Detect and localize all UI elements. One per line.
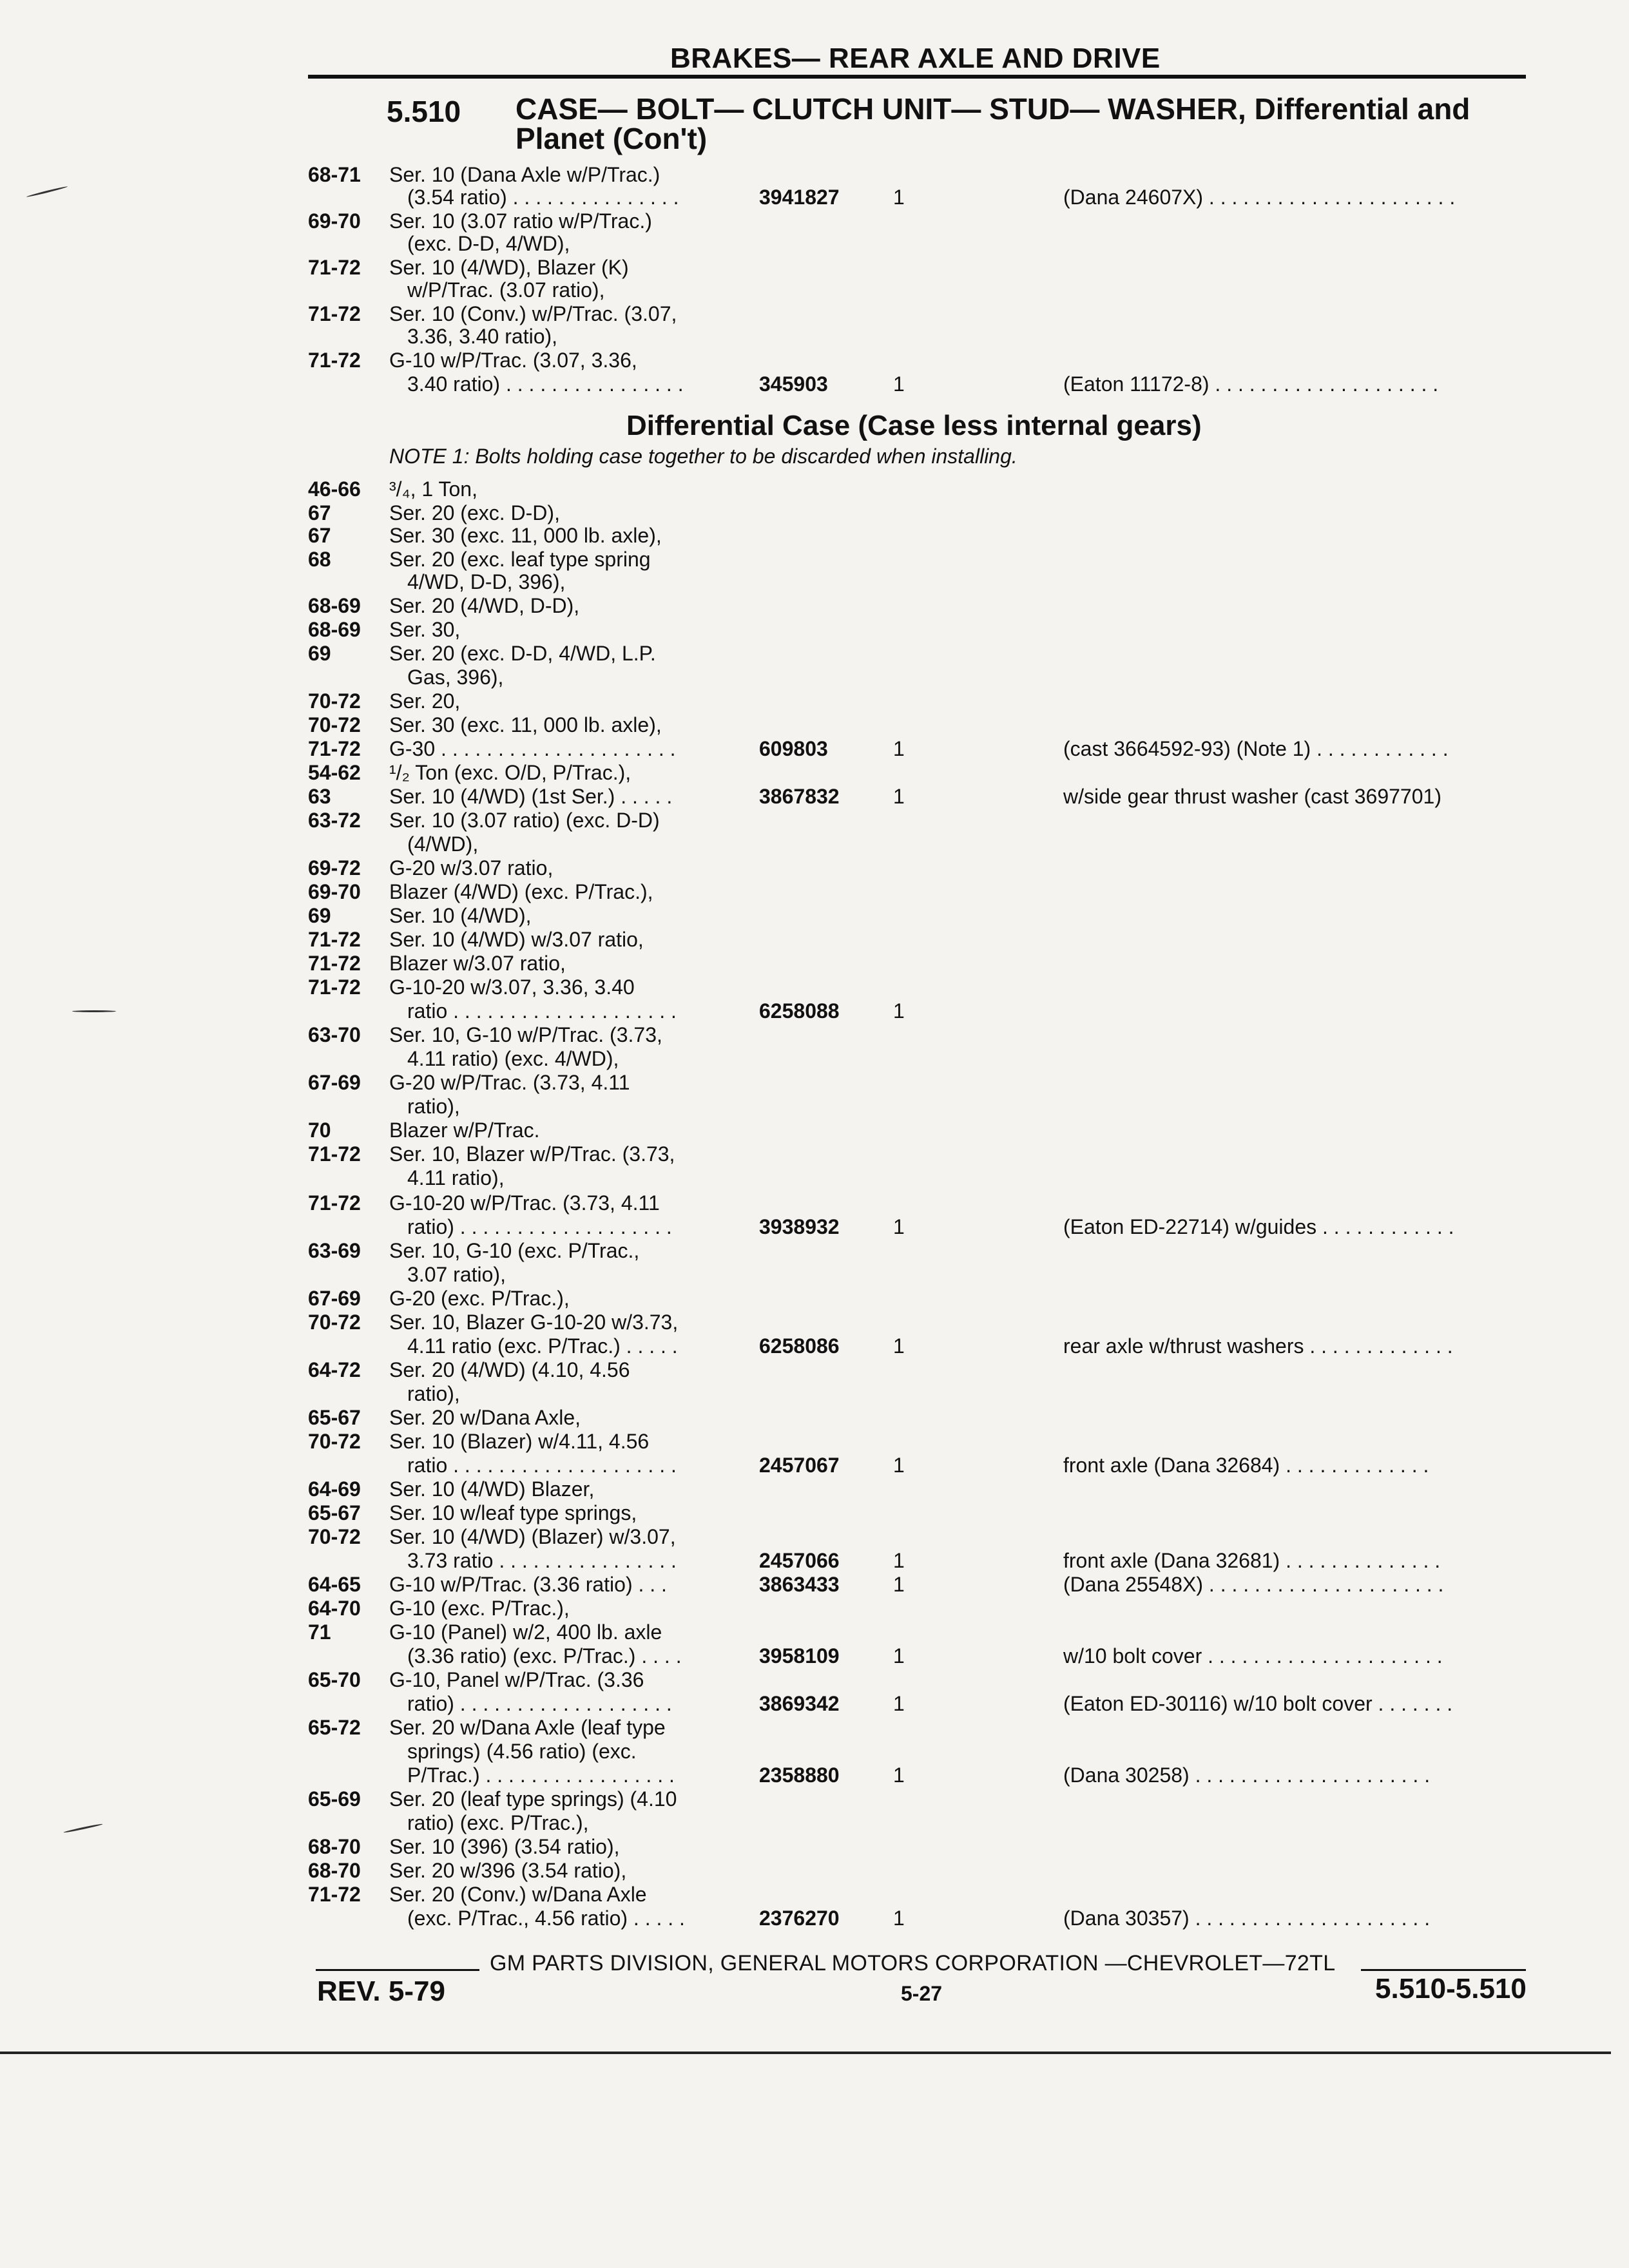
model-years: 67 [308, 501, 331, 524]
model-years: 68-70 [308, 1859, 361, 1882]
table-row [0, 1667, 1629, 1692]
application-description: Ser. 30 (exc. 11, 000 lb. axle), [389, 713, 662, 736]
application-description: (4/WD), [407, 832, 479, 856]
model-years: 63-72 [308, 809, 361, 832]
table-row [0, 1381, 1629, 1406]
part-number: 3938932 [759, 1215, 840, 1238]
table-row [0, 1429, 1629, 1454]
table-row [0, 879, 1629, 904]
model-years: 65-69 [308, 1787, 361, 1811]
application-description: Ser. 10, G-10 (exc. P/Trac., [389, 1239, 640, 1262]
application-description: Ser. 10, G-10 w/P/Trac. (3.73, [389, 1023, 662, 1046]
table-row [0, 1094, 1629, 1119]
application-description: Ser. 10 (4/WD) (Blazer) w/3.07, [389, 1525, 676, 1548]
model-years: 63 [308, 785, 331, 808]
table-row [0, 1023, 1629, 1047]
table-row [0, 1763, 1629, 1787]
application-description: Ser. 20 (4/WD, D-D), [389, 594, 580, 617]
application-description: (3.54 ratio) . . . . . . . . . . . . . . . [407, 186, 679, 209]
application-description: Ser. 10 (4/WD), [389, 904, 532, 927]
footer-rule-left [316, 1969, 479, 1971]
note-text: NOTE 1: Bolts holding case together to be discarded when installing. [389, 445, 1017, 468]
model-years: 67-69 [308, 1287, 361, 1310]
application-description: G-10 w/P/Trac. (3.36 ratio) . . . [389, 1573, 667, 1596]
application-description: 3.36, 3.40 ratio), [407, 325, 558, 348]
table-row [0, 760, 1629, 785]
part-number: 3869342 [759, 1692, 840, 1715]
part-number: 3941827 [759, 186, 840, 209]
application-description: G-20 w/3.07 ratio, [389, 856, 554, 879]
application-description: G-10 w/P/Trac. (3.07, 3.36, [389, 349, 637, 372]
model-years: 67-69 [308, 1071, 361, 1094]
table-row [0, 162, 1629, 187]
model-years: 69-70 [308, 880, 361, 903]
model-years: 63-70 [308, 1023, 361, 1046]
application-description: Ser. 20 w/Dana Axle (leaf type [389, 1716, 666, 1739]
application-description: 3.07 ratio), [407, 1263, 506, 1286]
margin-mark [72, 1010, 116, 1012]
table-row [0, 1215, 1629, 1239]
model-years: 68-71 [308, 163, 361, 186]
table-row [0, 1572, 1629, 1597]
table-row [0, 1191, 1629, 1215]
page-number: 5-27 [901, 1982, 943, 2005]
application-description: Ser. 20 (exc. D-D), [389, 501, 560, 524]
remark: (Dana 30258) . . . . . . . . . . . . . . . . . . . . . [1063, 1763, 1431, 1787]
sub-heading: Differential Case (Case less internal gears) [626, 410, 1202, 441]
table-row [0, 1906, 1629, 1930]
table-row [0, 1787, 1629, 1811]
application-description: G-10 (exc. P/Trac.), [389, 1597, 570, 1620]
part-number: 3958109 [759, 1644, 840, 1667]
application-description: G-10-20 w/P/Trac. (3.73, 4.11 [389, 1191, 660, 1215]
application-description: springs) (4.56 ratio) (exc. [407, 1740, 637, 1763]
application-description: ratio) . . . . . . . . . . . . . . . . . . . [407, 1692, 672, 1715]
model-years: 70-72 [308, 1525, 361, 1548]
table-row [0, 1046, 1629, 1071]
application-description: Ser. 10 (4/WD), Blazer (K) [389, 256, 629, 279]
table-row [0, 1620, 1629, 1644]
application-description: G-10 (Panel) w/2, 400 lb. axle [389, 1620, 662, 1644]
table-row [0, 1691, 1629, 1716]
table-row [0, 1118, 1629, 1142]
model-years: 71-72 [308, 302, 361, 325]
table-row [0, 856, 1629, 880]
section-range: 5.510-5.510 [1375, 1973, 1527, 2004]
model-years: 71-72 [308, 349, 361, 372]
model-years: 71-72 [308, 256, 361, 279]
application-description: Ser. 20 (Conv.) w/Dana Axle [389, 1883, 647, 1906]
application-description: ratio), [407, 1095, 460, 1118]
table-row [0, 1070, 1629, 1095]
quantity: 1 [893, 1644, 905, 1667]
application-description: (exc. D-D, 4/WD), [407, 232, 570, 255]
model-years: 71-72 [308, 975, 361, 999]
application-description: Ser. 10 (4/WD) w/3.07 ratio, [389, 928, 644, 951]
quantity: 1 [893, 1334, 905, 1358]
model-years: 69-70 [308, 209, 361, 233]
table-row [0, 209, 1629, 233]
table-row [0, 784, 1629, 809]
table-row [0, 302, 1629, 326]
quantity: 1 [893, 186, 905, 209]
application-description: G-30 . . . . . . . . . . . . . . . . . . . . . [389, 737, 676, 760]
table-row [0, 1834, 1629, 1859]
table-row [0, 975, 1629, 999]
model-years: 68-69 [308, 618, 361, 641]
table-row [0, 1142, 1629, 1166]
application-description: Ser. 10, Blazer w/P/Trac. (3.73, [389, 1142, 675, 1166]
part-number: 2457067 [759, 1454, 840, 1477]
quantity: 1 [893, 1907, 905, 1930]
table-row [0, 999, 1629, 1023]
application-description: Blazer w/P/Trac. [389, 1119, 540, 1142]
section-title: CASE— BOLT— CLUTCH UNIT— STUD— WASHER, Differential and Planet (Con't) [516, 92, 1470, 155]
application-description: ratio) (exc. P/Trac.), [407, 1811, 589, 1834]
remark: w/side gear thrust washer (cast 3697701) [1063, 785, 1441, 808]
remark: (Dana 25548X) . . . . . . . . . . . . . . . . . . . . . [1063, 1573, 1444, 1596]
application-description: 4/WD, D-D, 396), [407, 570, 566, 593]
table-row [0, 832, 1629, 856]
part-number: 2376270 [759, 1907, 840, 1930]
model-years: 67 [308, 524, 331, 547]
table-row [0, 255, 1629, 280]
model-years: 70-72 [308, 689, 361, 713]
quantity: 1 [893, 1763, 905, 1787]
model-years: 70-72 [308, 713, 361, 736]
application-description: Ser. 10 (3.07 ratio w/P/Trac.) [389, 209, 652, 233]
model-years: 69-72 [308, 856, 361, 879]
application-description: Ser. 10 (Blazer) w/4.11, 4.56 [389, 1430, 650, 1453]
model-years: 68 [308, 548, 331, 571]
table-row [0, 501, 1629, 525]
table-row [0, 593, 1629, 618]
quantity: 1 [893, 1549, 905, 1572]
table-row [0, 1548, 1629, 1573]
application-description: Ser. 10 (4/WD) (1st Ser.) . . . . . [389, 785, 673, 808]
table-row [0, 185, 1629, 209]
application-description: (3.36 ratio) (exc. P/Trac.) . . . . [407, 1644, 682, 1667]
application-description: Ser. 10 (396) (3.54 ratio), [389, 1835, 620, 1858]
quantity: 1 [893, 1215, 905, 1238]
remark: (Dana 30357) . . . . . . . . . . . . . . . . . . . . . [1063, 1907, 1431, 1930]
remark: (Eaton ED-22714) w/guides . . . . . . . . . . . . [1063, 1215, 1454, 1238]
application-description: 4.11 ratio (exc. P/Trac.) . . . . . [407, 1334, 678, 1358]
model-years: 64-72 [308, 1358, 361, 1381]
model-years: 68-69 [308, 594, 361, 617]
application-description: Ser. 20 w/396 (3.54 ratio), [389, 1859, 627, 1882]
quantity: 1 [893, 372, 905, 396]
model-years: 64-70 [308, 1597, 361, 1620]
table-row [0, 547, 1629, 572]
application-description: Blazer w/3.07 ratio, [389, 952, 566, 975]
revision-label: REV. 5-79 [317, 1975, 445, 2007]
quantity: 1 [893, 1573, 905, 1596]
remark: (Dana 24607X) . . . . . . . . . . . . . . . . . . . . . . [1063, 186, 1456, 209]
table-row [0, 1334, 1629, 1358]
application-description: Ser. 10 (Conv.) w/P/Trac. (3.07, [389, 302, 677, 325]
application-description: Ser. 20 (4/WD) (4.10, 4.56 [389, 1358, 630, 1381]
application-description: ¹/₂ Ton (exc. O/D, P/Trac.), [389, 761, 631, 784]
model-years: 69 [308, 642, 331, 665]
model-years: 71-72 [308, 1883, 361, 1906]
table-row [0, 903, 1629, 928]
table-row [0, 689, 1629, 713]
quantity: 1 [893, 1454, 905, 1477]
application-description: 3.40 ratio) . . . . . . . . . . . . . . . . [407, 372, 684, 396]
application-description: ratio . . . . . . . . . . . . . . . . . . . . [407, 999, 677, 1023]
table-row [0, 1882, 1629, 1907]
table-row [0, 1739, 1629, 1763]
table-row [0, 570, 1629, 594]
application-description: Ser. 30 (exc. 11, 000 lb. axle), [389, 524, 662, 547]
section-number: 5.510 [387, 95, 461, 128]
application-description: 4.11 ratio) (exc. 4/WD), [407, 1047, 619, 1070]
model-years: 54-62 [308, 761, 361, 784]
part-number: 609803 [759, 737, 828, 760]
application-description: Ser. 20, [389, 689, 461, 713]
model-years: 71-72 [308, 952, 361, 975]
model-years: 65-67 [308, 1501, 361, 1524]
table-row [0, 348, 1629, 372]
table-row [0, 617, 1629, 642]
table-row [0, 665, 1629, 689]
application-description: Ser. 20 (exc. D-D, 4/WD, L.P. [389, 642, 656, 665]
quantity: 1 [893, 785, 905, 808]
table-row [0, 523, 1629, 548]
remark: front axle (Dana 32684) . . . . . . . . . . . . . [1063, 1454, 1429, 1477]
bottom-rule [0, 2052, 1611, 2054]
application-description: w/P/Trac. (3.07 ratio), [407, 278, 605, 302]
part-number: 2457066 [759, 1549, 840, 1572]
model-years: 70 [308, 1119, 331, 1142]
table-row [0, 1405, 1629, 1430]
application-description: 4.11 ratio), [407, 1166, 505, 1189]
remark: (Eaton ED-30116) w/10 bolt cover . . . . . . . [1063, 1692, 1453, 1715]
model-years: 71-72 [308, 1191, 361, 1215]
application-description: Ser. 10 (3.07 ratio) (exc. D-D) [389, 809, 660, 832]
table-row [0, 641, 1629, 666]
quantity: 1 [893, 999, 905, 1023]
part-number: 3863433 [759, 1573, 840, 1596]
application-description: ³/₄, 1 Ton, [389, 477, 477, 501]
application-description: Ser. 20 (leaf type springs) (4.10 [389, 1787, 677, 1811]
table-row [0, 1286, 1629, 1311]
table-row [0, 1644, 1629, 1668]
remark: w/10 bolt cover . . . . . . . . . . . . . . . . . . . . . [1063, 1644, 1443, 1667]
table-row [0, 1262, 1629, 1287]
part-number: 2358880 [759, 1763, 840, 1787]
table-row [0, 1811, 1629, 1835]
footer-rule-right [1361, 1969, 1526, 1971]
remark: rear axle w/thrust washers . . . . . . . . . . . . . [1063, 1334, 1453, 1358]
model-years: 71 [308, 1620, 331, 1644]
application-description: 3.73 ratio . . . . . . . . . . . . . . . . [407, 1549, 677, 1572]
model-years: 70-72 [308, 1430, 361, 1453]
model-years: 46-66 [308, 477, 361, 501]
application-description: G-10, Panel w/P/Trac. (3.36 [389, 1668, 644, 1691]
table-row [0, 951, 1629, 975]
model-years: 71-72 [308, 928, 361, 951]
model-years: 63-69 [308, 1239, 361, 1262]
model-years: 65-72 [308, 1716, 361, 1739]
model-years: 70-72 [308, 1311, 361, 1334]
table-row [0, 1858, 1629, 1883]
application-description: G-20 (exc. P/Trac.), [389, 1287, 570, 1310]
quantity: 1 [893, 737, 905, 760]
application-description: Ser. 30, [389, 618, 461, 641]
application-description: Ser. 10 (Dana Axle w/P/Trac.) [389, 163, 660, 186]
part-number: 345903 [759, 372, 828, 396]
table-row [0, 1358, 1629, 1382]
application-description: Ser. 10, Blazer G-10-20 w/3.73, [389, 1311, 679, 1334]
table-row [0, 808, 1629, 832]
table-row [0, 736, 1629, 761]
model-years: 71-72 [308, 1142, 361, 1166]
footer-publisher: GM PARTS DIVISION, GENERAL MOTORS CORPORATION —CHEVROLET—72TL [490, 1951, 1336, 1975]
table-row [0, 1477, 1629, 1501]
application-description: ratio) . . . . . . . . . . . . . . . . . . . [407, 1215, 672, 1238]
application-description: ratio . . . . . . . . . . . . . . . . . . . . [407, 1454, 677, 1477]
part-number: 6258086 [759, 1334, 840, 1358]
part-number: 6258088 [759, 999, 840, 1023]
application-description: Ser. 10 w/leaf type springs, [389, 1501, 637, 1524]
table-row [0, 927, 1629, 952]
table-row [0, 477, 1629, 501]
table-row [0, 324, 1629, 349]
part-number: 3867832 [759, 785, 840, 808]
table-row [0, 1524, 1629, 1549]
table-row [0, 1501, 1629, 1525]
application-description: (exc. P/Trac., 4.56 ratio) . . . . . [407, 1907, 685, 1930]
table-row [0, 231, 1629, 256]
table-row [0, 1453, 1629, 1477]
model-years: 64-69 [308, 1477, 361, 1501]
table-row [0, 713, 1629, 737]
model-years: 69 [308, 904, 331, 927]
table-row [0, 1596, 1629, 1620]
model-years: 65-67 [308, 1406, 361, 1429]
application-description: Ser. 20 (exc. leaf type spring [389, 548, 651, 571]
header-rule [308, 75, 1526, 79]
application-description: Ser. 20 w/Dana Axle, [389, 1406, 581, 1429]
page-header-title: BRAKES— REAR AXLE AND DRIVE [670, 43, 1161, 74]
application-description: Blazer (4/WD) (exc. P/Trac.), [389, 880, 653, 903]
remark: (Eaton 11172-8) . . . . . . . . . . . . . . . . . . . . [1063, 372, 1439, 396]
application-description: ratio), [407, 1382, 460, 1405]
application-description: Gas, 396), [407, 666, 504, 689]
model-years: 68-70 [308, 1835, 361, 1858]
model-years: 71-72 [308, 737, 361, 760]
table-row [0, 1166, 1629, 1190]
model-years: 65-70 [308, 1668, 361, 1691]
remark: front axle (Dana 32681) . . . . . . . . . . . . . . [1063, 1549, 1441, 1572]
table-row [0, 1238, 1629, 1263]
table-row [0, 1715, 1629, 1740]
table-row [0, 1310, 1629, 1334]
application-description: G-10-20 w/3.07, 3.36, 3.40 [389, 975, 635, 999]
model-years: 64-65 [308, 1573, 361, 1596]
table-row [0, 278, 1629, 302]
remark: (cast 3664592-93) (Note 1) . . . . . . . . . . . . [1063, 737, 1449, 760]
quantity: 1 [893, 1692, 905, 1715]
application-description: P/Trac.) . . . . . . . . . . . . . . . . . [407, 1763, 675, 1787]
application-description: Ser. 10 (4/WD) Blazer, [389, 1477, 595, 1501]
table-row [0, 372, 1629, 396]
application-description: G-20 w/P/Trac. (3.73, 4.11 [389, 1071, 630, 1094]
